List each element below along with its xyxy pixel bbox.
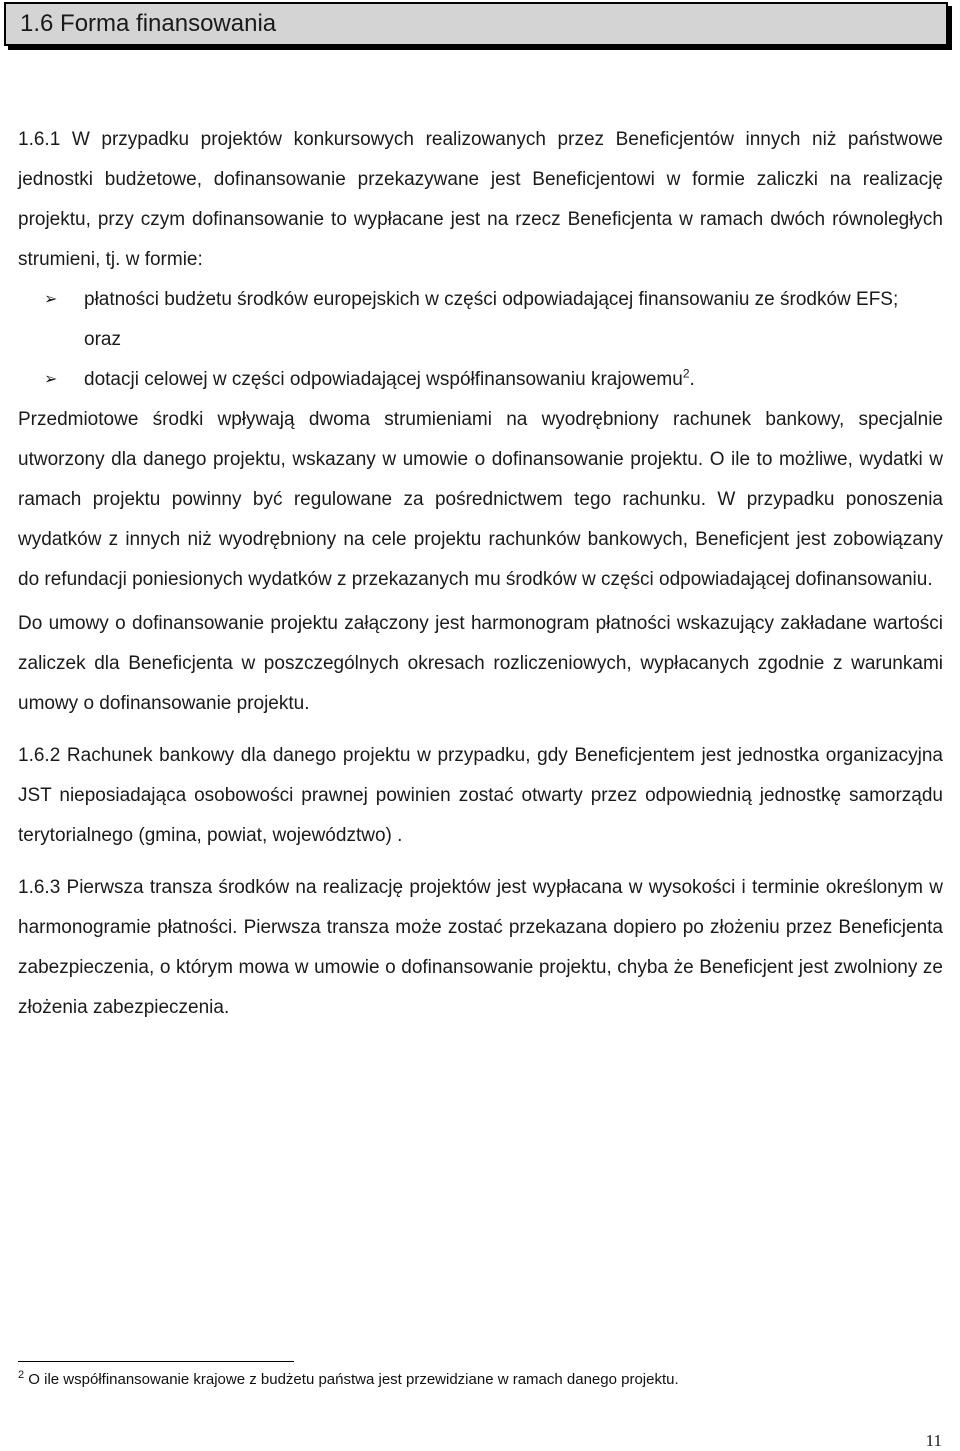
paragraph: Do umowy o dofinansowanie projektu załączony jest harmonogram płatności wskazujący zakładane wartości zaliczek dla Beneficjenta w poszczególnych okresach rozliczeniowych, wypłacanych zgodnie z warunkami umowy o dofinansowanie projektu. [18, 613, 943, 714]
intro-paragraph: 1.6.1 W przypadku projektów konkursowych realizowanych przez Beneficjentów innych niż państwowe jednostki budżetowe, dofinansowanie przekazywane jest Beneficjentowi w formie zaliczki na realizację projektu, przy czym dofinansowanie to wypłacane jest na rzecz Beneficjenta w ramach dwóch równoległych strumieni, tj. w formie: [18, 129, 943, 270]
section-heading: 1.6 Forma finansowania [4, 2, 948, 46]
arrow-bullet-icon: ➢ [44, 371, 58, 388]
list-item [18, 360, 943, 400]
paragraph: Przedmiotowe środki wpływają dwoma strumieniami na wyodrębniony rachunek bankowy, specjalnie utworzony dla danego projektu, wskazany w umowie o dofinansowanie projektu. O ile to możliwe, wydatki w ramach projektu powinny być regulowane za pośrednictwem tego rachunku. W przypadku ponoszenia wydatków z innych niż wyodrębniony na cele projektu rachunków bankowych, Beneficjent jest zobowiązany do refundacji poniesionych wydatków z przekazanych mu środków w części odpowiadającej dofinansowaniu. [18, 409, 943, 590]
footnote-number: 2 [18, 1369, 25, 1381]
paragraph: 1.6.3 Pierwsza transza środków na realizację projektów jest wypłacana w wysokości i terminie określonym w harmonogramie płatności. Pierwsza transza może zostać przekazana dopiero po złożeniu przez Beneficjenta zabezpieczenia, o którym mowa w umowie o dofinansowanie projektu, chyba że Beneficjent jest zwolniony ze złożenia zabezpieczenia. [18, 877, 943, 1018]
footnote [18, 1370, 679, 1390]
arrow-bullet-icon: ➢ [44, 291, 58, 308]
paragraph: 1.6.2 Rachunek bankowy dla danego projektu w przypadku, gdy Beneficjentem jest jednostka organizacyjna JST nieposiadająca osobowości prawnej powinien zostać otwarty przez odpowiednią jednostkę samorządu terytorialnego (gmina, powiat, województwo) . [18, 745, 943, 846]
footnote-reference: 2 [682, 366, 690, 381]
list-item [18, 280, 943, 320]
list-item-text: płatności budżetu środków europejskich w części odpowiadającej finansowaniu ze środków EFS; [84, 289, 899, 310]
list-item-end: . [689, 369, 695, 390]
connector-text: oraz [84, 329, 121, 350]
footnote-text: O ile współfinansowanie krajowe z budżetu państwa jest przewidziane w ramach danego projektu. [28, 1371, 679, 1388]
list-item-text: dotacji celowej w części odpowiadającej współfinansowaniu krajowemu [84, 369, 683, 390]
document-body [18, 120, 943, 1028]
page-number: 11 [925, 1431, 942, 1450]
footnote-separator [18, 1361, 294, 1362]
